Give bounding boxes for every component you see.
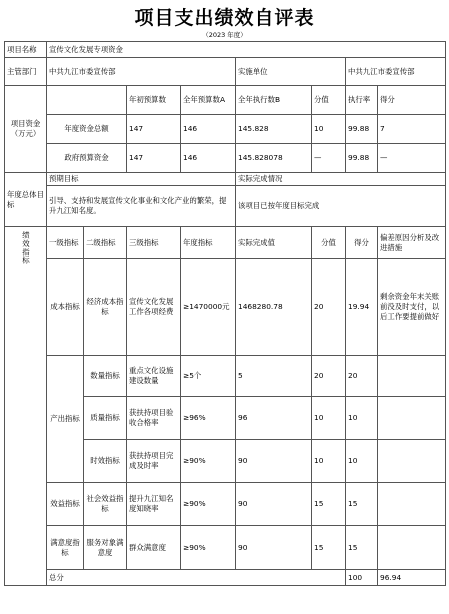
- funds-exec-rate: 99.88: [346, 115, 378, 144]
- total-label: 总分: [47, 570, 346, 586]
- quality-deviation: [378, 397, 446, 440]
- funds-header-blank: [47, 86, 127, 115]
- quantity-level3: 重点文化设施建设数量: [127, 356, 181, 397]
- total-row: [5, 570, 446, 586]
- quality-level2: 质量指标: [84, 397, 127, 440]
- satisfaction-level2: 服务对象满意度: [84, 526, 127, 570]
- header-score-weight: 分值: [312, 86, 346, 115]
- quality-level3: 获扶持项目验收合格率: [127, 397, 181, 440]
- satisfaction-deviation: [378, 526, 446, 570]
- dept-label: 主管部门: [5, 58, 47, 86]
- cost-level1: 成本指标: [47, 259, 84, 356]
- timeliness-level3: 获扶持项目完成及时率: [127, 440, 181, 483]
- perf-benefit-row: [5, 483, 446, 526]
- goals-actual: 该项目已按年度目标完成: [236, 186, 446, 227]
- funds-row-label: 年度资金总额: [47, 115, 127, 144]
- funds-initial-budget: 147: [127, 144, 181, 173]
- funds-score-weight: —: [312, 144, 346, 173]
- total-weight: 100: [346, 570, 378, 586]
- benefit-actual: 90: [236, 483, 312, 526]
- cost-level2: 经济成本指标: [84, 259, 127, 356]
- header-level2: 二级指标: [84, 227, 127, 259]
- goals-expected-header: 预期目标: [47, 173, 236, 186]
- quality-weight: 10: [312, 397, 346, 440]
- satisfaction-level1: 满意度指标: [47, 526, 84, 570]
- perf-quantity-row: [5, 356, 446, 397]
- header-annual-budget: 全年预算数A: [181, 86, 236, 115]
- cost-deviation: 剩余资金年末关账前没及时支付，以后工作要提前做好: [378, 259, 446, 356]
- satisfaction-actual: 90: [236, 526, 312, 570]
- benefit-level2: 社会效益指标: [84, 483, 127, 526]
- funds-annual-budget: 146: [181, 144, 236, 173]
- funds-initial-budget: 147: [127, 115, 181, 144]
- year-label: （2023 年度）: [202, 31, 247, 39]
- output-level1: 产出指标: [47, 356, 84, 483]
- header-weight: 分值: [312, 227, 346, 259]
- goals-expected: 引导、支持和发展宣传文化事业和文化产业的繁荣，提升九江知名度。: [47, 186, 236, 227]
- quality-actual: 96: [236, 397, 312, 440]
- timeliness-score: 10: [346, 440, 378, 483]
- funds-executed: 145.828078: [236, 144, 312, 173]
- impl-label: 实施单位: [236, 58, 346, 86]
- perf-section-text: 绩效指标: [21, 231, 31, 265]
- header-actual-value: 实际完成值: [236, 227, 312, 259]
- header-level3: 三级指标: [127, 227, 181, 259]
- timeliness-deviation: [378, 440, 446, 483]
- header-executed: 全年执行数B: [236, 86, 312, 115]
- perf-cost-row: [5, 259, 446, 356]
- timeliness-actual: 90: [236, 440, 312, 483]
- satisfaction-weight: 15: [312, 526, 346, 570]
- dept-value: 中共九江市委宣传部: [47, 58, 236, 86]
- quantity-score: 20: [346, 356, 378, 397]
- header-score: 得分: [346, 227, 378, 259]
- cost-score: 19.94: [346, 259, 378, 356]
- header-exec-rate: 执行率: [346, 86, 378, 115]
- quantity-deviation: [378, 356, 446, 397]
- header-initial-budget: 年初预算数: [127, 86, 181, 115]
- quantity-level2: 数量指标: [84, 356, 127, 397]
- benefit-level3: 提升九江知名度知晓率: [127, 483, 181, 526]
- satisfaction-score: 15: [346, 526, 378, 570]
- funds-gov-row: [5, 144, 446, 173]
- quantity-target: ≥5个: [181, 356, 236, 397]
- header-level1: 一级指标: [47, 227, 84, 259]
- funds-header-row: [5, 86, 446, 115]
- evaluation-table: [4, 41, 446, 586]
- funds-score-weight: 10: [312, 115, 346, 144]
- funds-score: —: [378, 144, 446, 173]
- cost-actual: 1468280.78: [236, 259, 312, 356]
- funds-section-label: 项目资金（万元）: [5, 86, 47, 173]
- project-name-row: [5, 42, 446, 58]
- quantity-actual: 5: [236, 356, 312, 397]
- perf-section-label: [5, 227, 47, 586]
- quality-target: ≥96%: [181, 397, 236, 440]
- benefit-target: ≥90%: [181, 483, 236, 526]
- timeliness-level2: 时效指标: [84, 440, 127, 483]
- project-name-label: 项目名称: [5, 42, 47, 58]
- perf-header-row: [5, 227, 446, 259]
- header-annual-target: 年度指标: [181, 227, 236, 259]
- benefit-score: 15: [346, 483, 378, 526]
- quality-score: 10: [346, 397, 378, 440]
- department-row: [5, 58, 446, 86]
- project-name-value: 宣传文化发展专项资金: [47, 42, 446, 58]
- timeliness-weight: 10: [312, 440, 346, 483]
- goals-actual-header: 实际完成情况: [236, 173, 446, 186]
- goals-header-row: [5, 173, 446, 186]
- quantity-weight: 20: [312, 356, 346, 397]
- cost-level3: 宣传文化发展工作各项经费: [127, 259, 181, 356]
- satisfaction-target: ≥90%: [181, 526, 236, 570]
- benefit-weight: 15: [312, 483, 346, 526]
- funds-row-label: 政府预算资金: [47, 144, 127, 173]
- total-score: 96.94: [378, 570, 446, 586]
- funds-executed: 145.828: [236, 115, 312, 144]
- page-title: 项目支出绩效自评表: [134, 7, 315, 29]
- funds-annual-budget: 146: [181, 115, 236, 144]
- funds-exec-rate: 99.88: [346, 144, 378, 173]
- cost-target: ≥1470000元: [181, 259, 236, 356]
- impl-value: 中共九江市委宣传部: [346, 58, 446, 86]
- goals-content-row: [5, 186, 446, 227]
- cost-weight: 20: [312, 259, 346, 356]
- header-score: 得分: [378, 86, 446, 115]
- perf-satisfaction-row: [5, 526, 446, 570]
- funds-total-row: [5, 115, 446, 144]
- timeliness-target: ≥90%: [181, 440, 236, 483]
- benefit-deviation: [378, 483, 446, 526]
- funds-score: 7: [378, 115, 446, 144]
- satisfaction-level3: 群众满意度: [127, 526, 181, 570]
- header-deviation: 偏差原因分析及改进措施: [378, 227, 446, 259]
- goals-section-label: 年度总体目标: [5, 173, 47, 227]
- benefit-level1: 效益指标: [47, 483, 84, 526]
